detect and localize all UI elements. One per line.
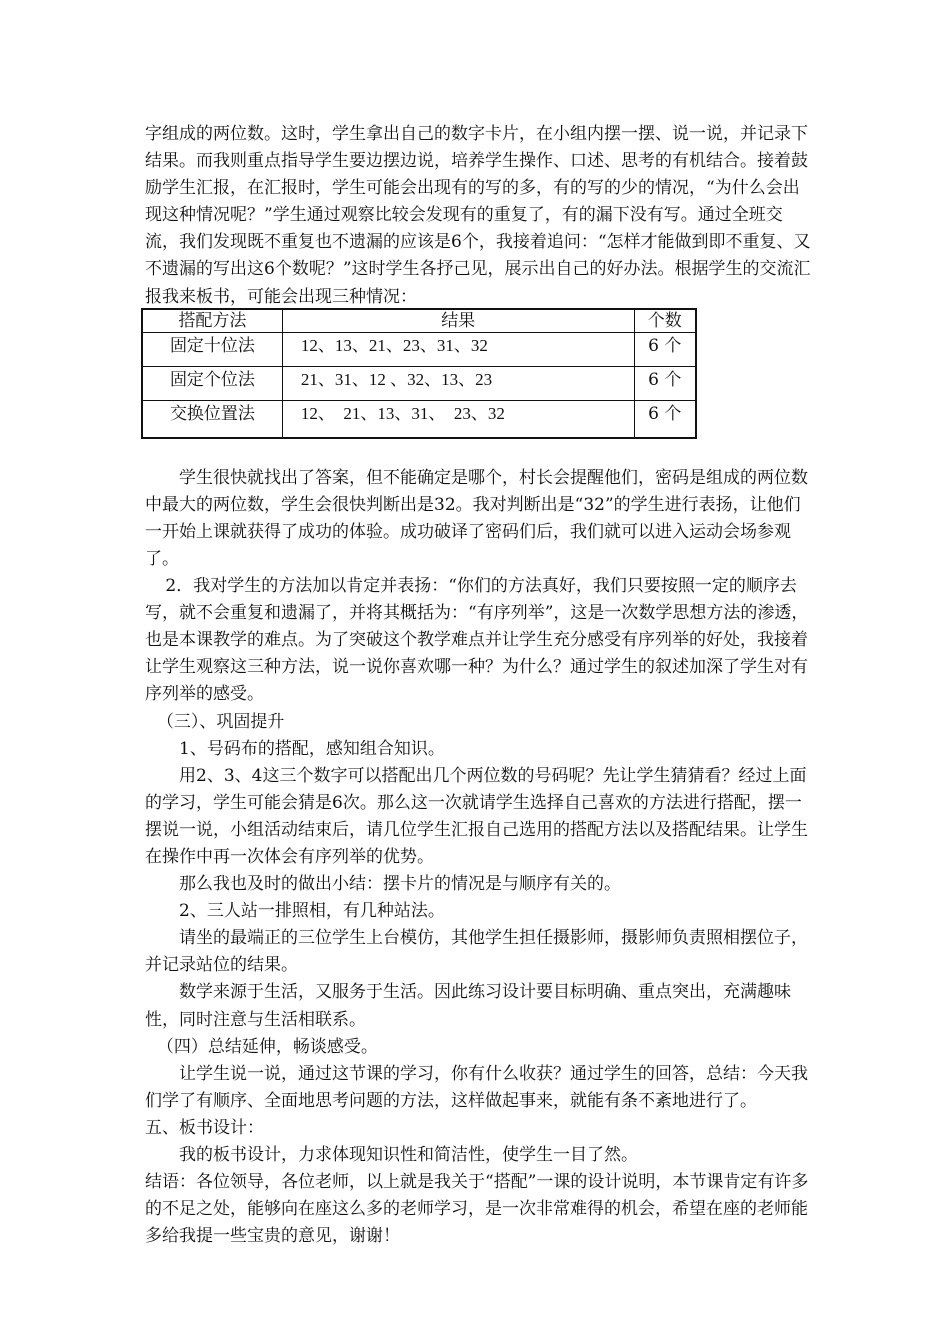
- cell-count: 6 个: [634, 332, 696, 366]
- cell-method: 固定十位法: [142, 332, 282, 366]
- paragraph-intro: 字组成的两位数。这时，学生拿出自己的数字卡片，在小组内摆一摆、说一说，并记录下结果。而我则重点指导学生要边摆边说，培养学生操作、口述、思考的有机结合。接着鼓励学生汇报，在汇报时，学生可能会出现有的写的多，有的写的少的情况，“为什么会出现这种情况呢？”学生通过观察比较会发现有的重复了，有的漏下没有写。通过全班交流，我们发现既不重复也不遗漏的应该是6个，我接着追问：“怎样才能做到即不重复、又不遗漏的写出这6个数呢？”这时学生各抒己见，展示出自己的好办法。根据学生的交流汇报我来板书，可能会出现三种情况：: [145, 124, 811, 307]
- paragraph: 学生很快就找出了答案，但不能确定是哪个，村长会提醒他们，密码是组成的两位数中最大的两位数，学生会很快判断出是32。我对判断出是“32”的学生进行表扬，让他们一开始上课就获得了成功的体验。成功破译了密码们后，我们就可以进入运动会场参观了。: [145, 467, 808, 569]
- section-heading: （四）总结延伸，畅谈感受。: [156, 1036, 378, 1057]
- paragraph: 我的板书设计，力求体现知识性和简洁性，使学生一目了然。: [179, 1145, 638, 1165]
- header-result: 结果: [282, 309, 634, 333]
- header-method: 搭配方法: [142, 309, 282, 333]
- cell-count: 6 个: [634, 400, 696, 438]
- header-count: 个数: [634, 309, 696, 333]
- paragraph: 那么我也及时的做出小结：摆卡片的情况是与顺序有关的。: [179, 874, 621, 895]
- table-row: [142, 400, 696, 438]
- document-body: [145, 121, 813, 1250]
- paragraph: 请坐的最端正的三位学生上台模仿，其他学生担任摄影师，摄影师负责照相摆位子，并记录站位的结果。: [145, 928, 808, 976]
- paragraph: 数学来源于生活，又服务于生活。因此练习设计要目标明确、重点突出，充满趣味性，同时注意与生活相联系。: [145, 982, 791, 1030]
- cell-result: 21、31、12 、32、13、23: [282, 366, 634, 400]
- subsection-heading: 2、三人站一排照相，有几种站法。: [179, 901, 445, 922]
- paragraph: 用2、3、4这三个数字可以搭配出几个两位数的号码呢？先让学生猜猜看？经过上面的学习，学生可能会猜是6次。那么这一次就请学生选择自己喜欢的方法进行搭配，摆一摆说一说，小组活动结束后，请几位学生汇报自己选用的搭配方法以及搭配结果。让学生在操作中再一次体会有序列举的优势。: [145, 765, 808, 867]
- closing-paragraph: 结语：各位领导，各位老师，以上就是我关于“搭配”一课的设计说明，本节课肯定有许多的不足之处，能够向在座这么多的老师学习，是一次非常难得的机会，希望在座的老师能多给我提一些宝贵的意见，谢谢！: [145, 1172, 809, 1247]
- paragraph: 2．我对学生的方法加以肯定并表扬：“你们的方法真好，我们只要按照一定的顺序去写，就不会重复和遗漏了，并将其概括为：“有序列举”，这是一次数学思想方法的渗透，也是本课教学的难点。为了突破这个教学难点并让学生充分感受有序列举的好处，我接着让学生观察这三种方法，说一说你喜欢哪一种？为什么？通过学生的叙述加深了学生对有序列举的感受。: [145, 576, 809, 705]
- table-header-row: [142, 309, 696, 333]
- section-heading: （三）、巩固提升: [156, 711, 285, 732]
- paragraph: 让学生说一说，通过这节课的学习，你有什么收获？通过学生的回答，总结：今天我们学了有顺序、全面地思考问题的方法，这样做起事来，就能有条不紊地进行了。: [145, 1063, 808, 1111]
- cell-result: 12、 21、13、31、 23、32: [282, 400, 634, 438]
- cell-method: 固定个位法: [142, 366, 282, 400]
- table-row: [142, 366, 696, 400]
- cell-method: 交换位置法: [142, 400, 282, 438]
- cell-result: 12、13、21、23、31、32: [282, 332, 634, 366]
- table-row: [142, 332, 696, 366]
- subsection-heading: 1、号码布的搭配，感知组合知识。: [179, 738, 445, 759]
- cell-count: 6 个: [634, 366, 696, 400]
- section-heading: 五、板书设计：: [145, 1117, 264, 1138]
- results-table: [141, 308, 697, 439]
